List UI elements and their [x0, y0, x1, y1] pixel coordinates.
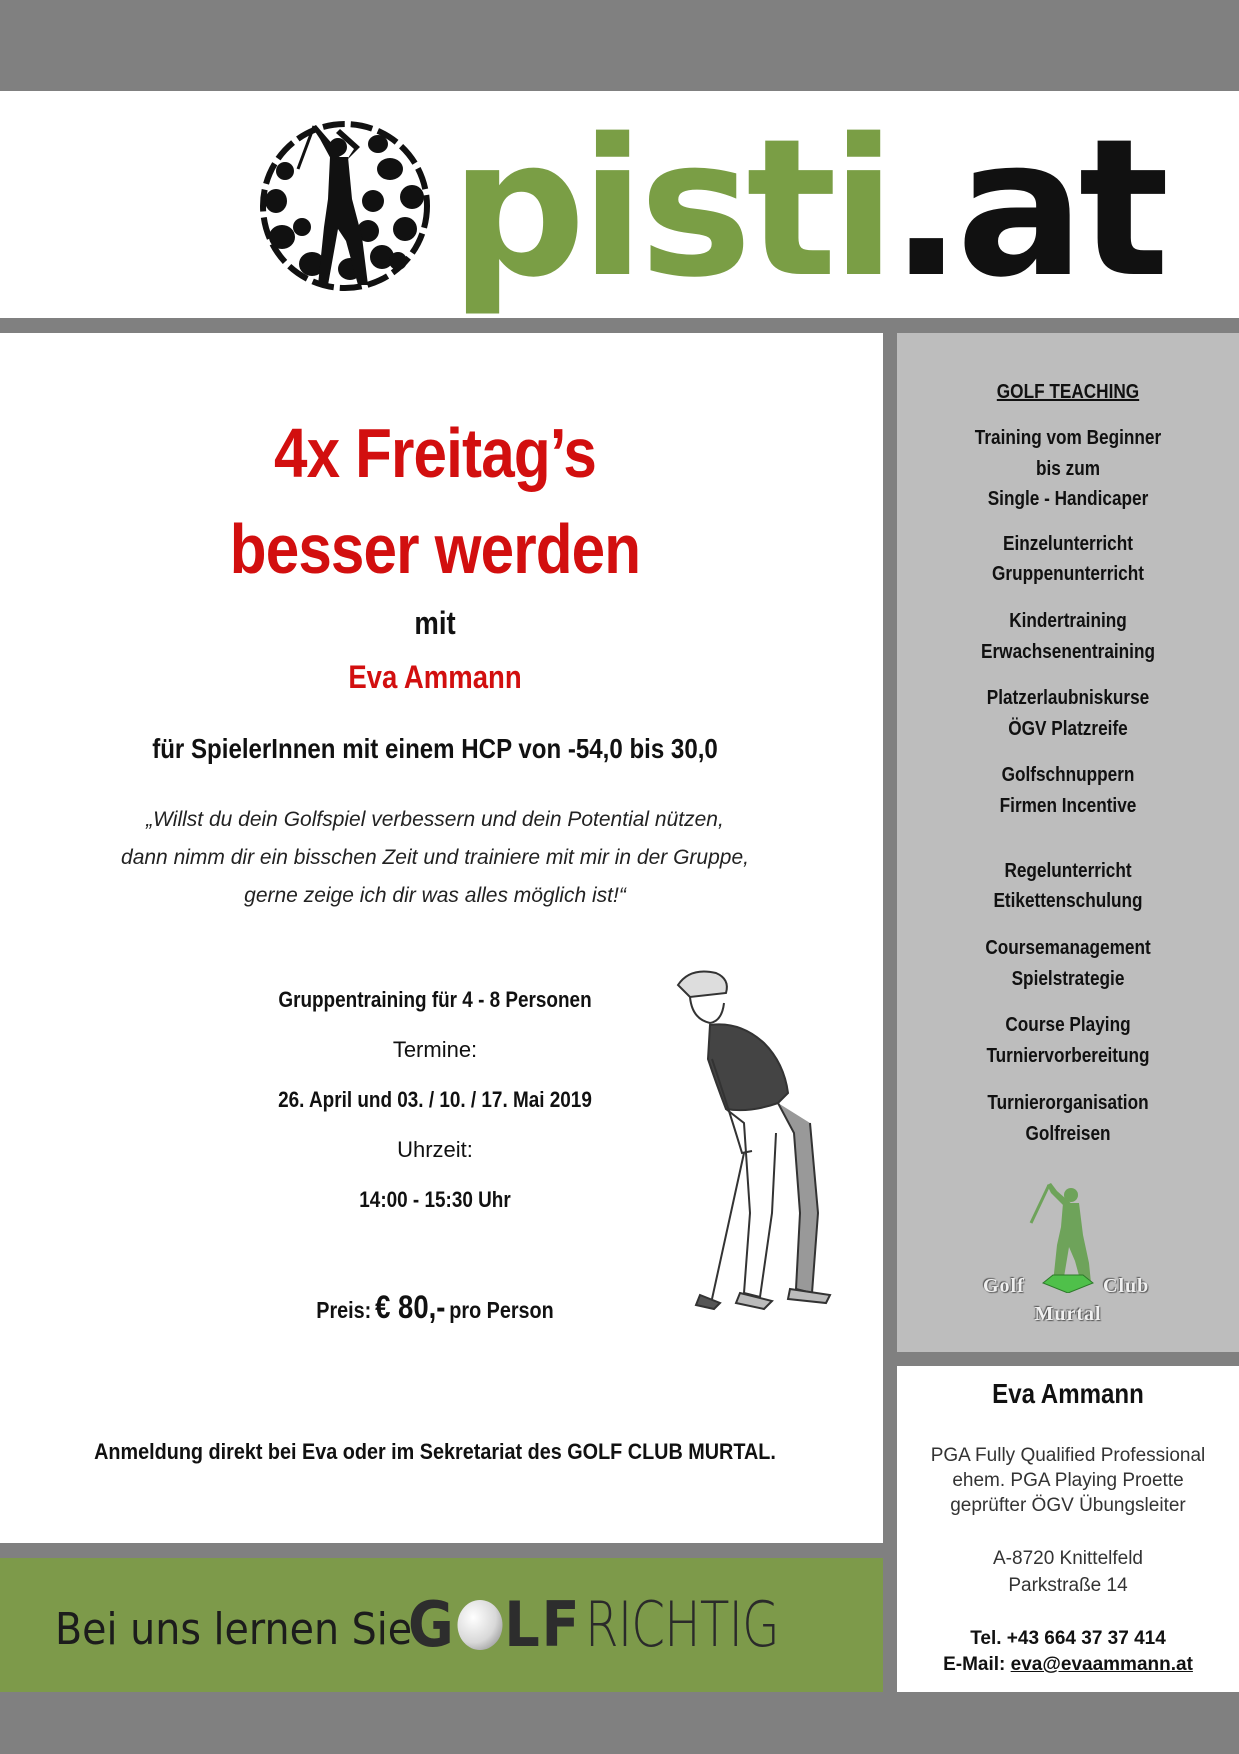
slogan-golf-word — [408, 1588, 581, 1661]
email-label: E-Mail: — [943, 1654, 1006, 1675]
target-group: für SpielerInnen mit einem HCP von -54,0 bis 30,0 — [152, 733, 718, 764]
price-label: Preis: — [316, 1297, 372, 1323]
qualification-line: ehem. PGA Playing Proette — [952, 1470, 1184, 1491]
time-label: Uhrzeit: — [397, 1137, 473, 1162]
with-text: mit — [414, 605, 456, 641]
slogan-band — [0, 1558, 883, 1692]
logo-wordmark: pisti.at — [450, 98, 1164, 319]
sidebar-title: GOLF TEACHING — [996, 381, 1140, 403]
service-item: Gruppenunterricht — [992, 563, 1144, 585]
contact-name: Eva Ammann — [992, 1378, 1144, 1409]
service-item: Coursemanagement — [985, 937, 1151, 959]
price-value: € 80,- — [375, 1289, 446, 1325]
time-value: 14:00 - 15:30 Uhr — [359, 1187, 511, 1212]
golfer-sketch-image — [660, 963, 850, 1313]
quote-block — [0, 801, 870, 915]
email-link[interactable]: eva@evaammann.at — [1010, 1654, 1193, 1675]
service-item: Platzerlaubniskurse — [986, 687, 1150, 709]
price-unit: pro Person — [449, 1297, 554, 1323]
service-item: Golfschnuppern — [1001, 764, 1135, 786]
address-line: A-8720 Knittelfeld — [993, 1548, 1143, 1569]
golf-ball-golfer-icon — [250, 109, 440, 299]
quote-line: dann nimm dir ein bisschen Zeit und trainiere mit mir in der Gruppe, — [121, 846, 749, 869]
service-item: Einzelunterricht — [1003, 533, 1133, 555]
headline-line-2: besser werden — [229, 510, 641, 588]
email-line — [897, 1654, 1239, 1676]
address-line: Parkstraße 14 — [1008, 1575, 1128, 1596]
service-item: Kindertraining — [1009, 610, 1127, 632]
registration-note: Anmeldung direkt bei Eva oder im Sekretariat des GOLF CLUB MURTAL. — [94, 1439, 776, 1464]
dates-label: Termine: — [392, 1037, 478, 1062]
service-item: Training vom Beginner — [974, 427, 1162, 449]
service-item: Golfreisen — [1025, 1123, 1111, 1145]
slogan-text: Bei uns lernen Sie — [55, 1604, 413, 1655]
service-item: Firmen Incentive — [999, 795, 1137, 817]
service-item: Etikettenschulung — [993, 890, 1143, 912]
pisti-logo — [250, 98, 1164, 319]
qualification-line: geprüfter ÖGV Übungsleiter — [950, 1495, 1186, 1516]
trainer-name: Eva Ammann — [348, 659, 522, 695]
slogan-golf-letter: G — [408, 1588, 456, 1661]
service-item: Single - Handicaper — [987, 488, 1149, 510]
service-item: Turniervorbereitung — [986, 1045, 1150, 1067]
header-band — [0, 91, 1239, 318]
main-panel — [0, 333, 883, 1543]
contact-panel — [897, 1366, 1239, 1692]
slogan-golf-letters: LF — [504, 1588, 582, 1661]
quote-line: „Willst du dein Golfspiel verbessern und dein Potential nützen, — [146, 808, 724, 831]
club-word-club: Club — [1103, 1275, 1150, 1297]
club-word-murtal: Murtal — [1034, 1303, 1102, 1325]
quote-line: gerne zeige ich dir was alles möglich ist!“ — [244, 884, 626, 907]
club-word-golf: Golf — [983, 1275, 1025, 1297]
service-item: bis zum — [1035, 458, 1101, 480]
service-item: Regelunterricht — [1004, 860, 1132, 882]
headline-line-1: 4x Freitag’s — [273, 414, 597, 492]
slogan-richtig: RICHTIG — [585, 1588, 779, 1661]
service-item: ÖGV Platzreife — [1008, 718, 1128, 740]
dates-value: 26. April und 03. / 10. / 17. Mai 2019 — [278, 1087, 592, 1112]
services-sidebar — [897, 333, 1239, 1352]
phone-number[interactable]: Tel. +43 664 37 37 414 — [970, 1628, 1166, 1649]
club-golfer-icon — [1023, 1183, 1113, 1293]
service-item: Erwachsenentraining — [981, 641, 1155, 663]
service-item: Course Playing — [1005, 1014, 1131, 1036]
golf-ball-icon — [457, 1600, 502, 1650]
group-training: Gruppentraining für 4 - 8 Personen — [278, 987, 592, 1012]
service-item: Spielstrategie — [1011, 968, 1125, 990]
golf-club-murtal-logo — [897, 1183, 1239, 1333]
service-item: Turnierorganisation — [987, 1092, 1149, 1114]
qualification-line: PGA Fully Qualified Professional — [930, 1445, 1206, 1466]
